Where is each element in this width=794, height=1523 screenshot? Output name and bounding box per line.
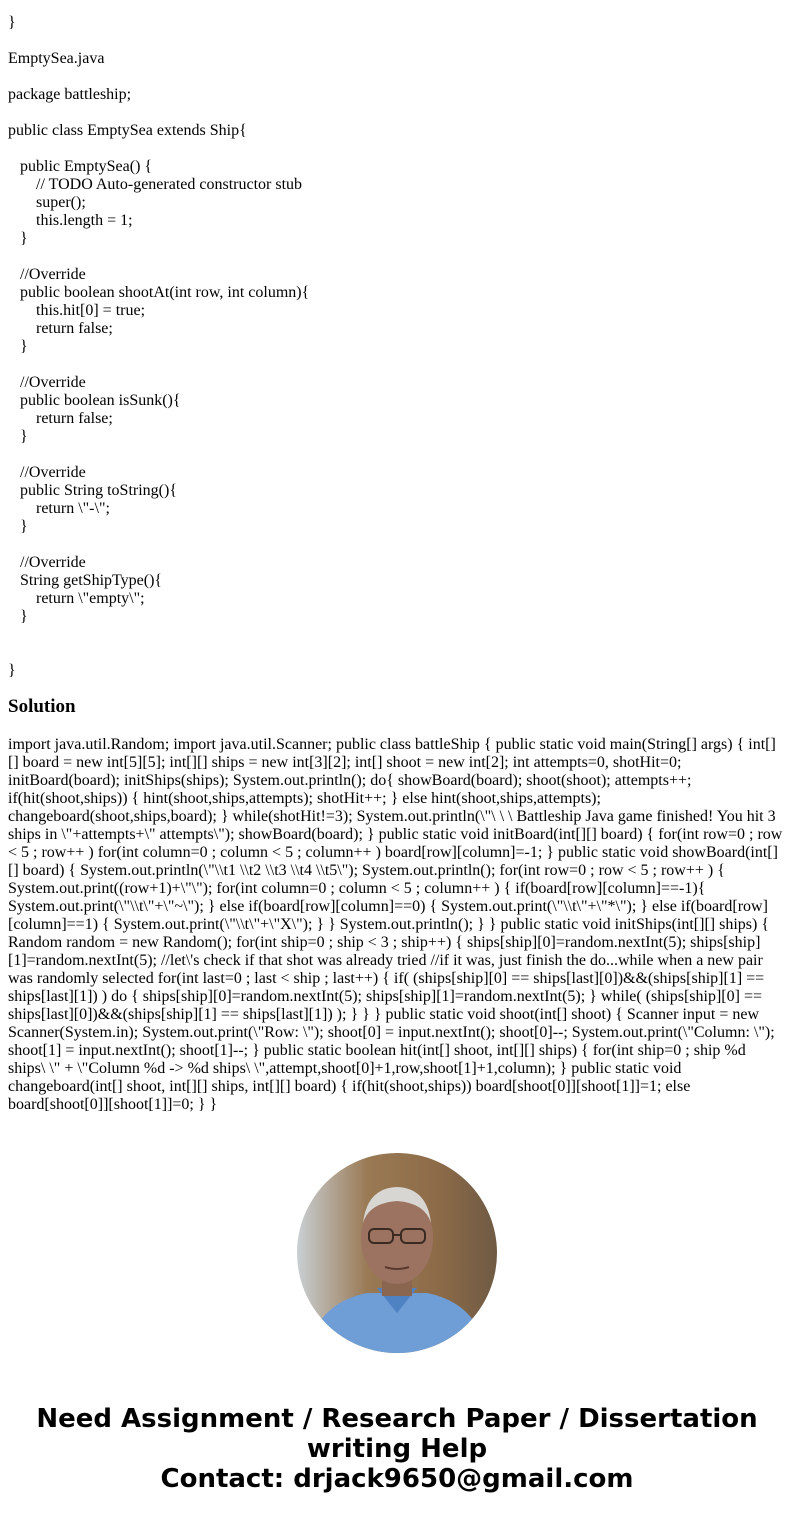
code-line: return \"empty\"; xyxy=(8,590,145,607)
banner-line-2: writing Help xyxy=(306,1434,488,1464)
code-line: } xyxy=(8,662,16,679)
code-line: // TODO Auto-generated constructor stub xyxy=(8,176,303,193)
code-line: } xyxy=(8,230,28,247)
code-line: return false; xyxy=(8,410,113,427)
code-line: return false; xyxy=(8,320,113,337)
contact-email: Contact: drjack9650@gmail.com xyxy=(160,1464,634,1494)
code-line: this.hit[0] = true; xyxy=(8,302,146,319)
code-line xyxy=(8,32,788,50)
code-line: public boolean shootAt(int row, int column){ xyxy=(8,284,310,301)
code-line: //Override xyxy=(8,464,86,481)
code-line: public String toString(){ xyxy=(8,482,178,499)
code-line: } xyxy=(8,338,28,355)
code-line: this.length = 1; xyxy=(8,212,133,229)
code-line: EmptySea.java xyxy=(8,50,105,67)
solution-heading: Solution xyxy=(8,696,76,717)
code-line: //Override xyxy=(8,374,86,391)
contact-banner xyxy=(0,1404,794,1494)
code-line: String getShipType(){ xyxy=(8,572,163,589)
code-line xyxy=(8,356,788,374)
code-line: package battleship; xyxy=(8,86,132,103)
code-line: //Override xyxy=(8,554,86,571)
code-listing xyxy=(8,0,788,680)
code-line xyxy=(8,644,788,662)
code-line xyxy=(8,248,788,266)
code-line xyxy=(8,104,788,122)
code-line: public class EmptySea extends Ship{ xyxy=(8,122,247,139)
code-line xyxy=(8,0,788,14)
code-line: } xyxy=(8,518,28,535)
code-line xyxy=(8,68,788,86)
code-line: public boolean isSunk(){ xyxy=(8,392,181,409)
code-line: public EmptySea() { xyxy=(8,158,153,175)
code-line xyxy=(8,626,788,644)
code-line xyxy=(8,446,788,464)
code-line: return \"-\"; xyxy=(8,500,110,517)
code-line xyxy=(8,536,788,554)
code-line xyxy=(8,140,788,158)
author-photo xyxy=(297,1153,497,1353)
code-line: } xyxy=(8,608,28,625)
code-line: super(); xyxy=(8,194,86,211)
code-line: } xyxy=(8,428,28,445)
banner-line-1: Need Assignment / Research Paper / Dissertation xyxy=(36,1404,758,1434)
solution-body: import java.util.Random; import java.util.Scanner; public class battleShip { public static void main(String[] args) { int[][] board = new int[5][5]; int[][] ships = new int[3][2]; int[] shoot = new int[2]; int attempts=0, shotHit=0; initBoard(board); initShips(ships); System.out.println(); do{ showBoard(board); shoot(shoot); attempts++; if(hit(shoot,ships)) { hint(shoot,ships,attempts); shotHit++; } else hint(shoot,ships,attempts); changeboard(shoot,ships,board); } while(shotHit!=3); System.out.println(\"\ \ \ Battleship Java game finished! You hit 3 ships in \"+attempts+\" attempts\"); showBoard(board); } public static void initBoard(int[][] board) { for(int row=0 ; row < 5 ; row++ ) for(int column=0 ; column < 5 ; column++ ) board[row][column]=-1; } public static void showBoard(int[][] board) { System.out.println(\"\\t1 \\t2 \\t3 \\t4 \\t5\"); System.out.println(); for(int row=0 ; row < 5 ; row++ ) { System.out.print((row+1)+\"\"); for(int column=0 ; column < 5 ; column++ ) { if(board[row][column]==-1){ System.out.print(\"\\t\"+\"~\"); } else if(board[row][column]==0) { System.out.print(\"\\t\"+\"*\"); } else if(board[row][column]==1) { System.out.print(\"\\t\"+\"X\"); } } System.out.println(); } } public static void initShips(int[][] ships) { Random random = new Random(); for(int ship=0 ; ship < 3 ; ship++) { ships[ship][0]=random.nextInt(5); ships[ship][1]=random.nextInt(5); //let\'s check if that shot was already tried //if it was, just finish the do...while when a new pair was randomly selected for(int last=0 ; last < ship ; last++) { if( (ships[ship][0] == ships[last][0])&&(ships[ship][1] == ships[last][1]) ) do { ships[ship][0]=random.nextInt(5); ships[ship][1]=random.nextInt(5); } while( (ships[ship][0] == ships[last][0])&&(ships[ship][1] == ships[last][1]) ); } } } public static void shoot(int[] shoot) { Scanner input = new Scanner(System.in); System.out.print(\"Row: \"); shoot[0] = input.nextInt(); shoot[0]--; System.out.print(\"Column: \"); shoot[1] = input.nextInt(); shoot[1]--; } public static boolean hit(int[] shoot, int[][] ships) { for(int ship=0 ; ship %d ships\ \" + \"Column %d -> %d ships\ \",attempt,shoot[0]+1,row,shoot[1]+1,column); } public static void changeboard(int[] shoot, int[][] ships, int[][] board) { if(hit(shoot,ships)) board[shoot[0]][shoot[1]]=1; else board[shoot[0]][shoot[1]]=0; } } xyxy=(8,736,783,1113)
code-line: //Override xyxy=(8,266,86,283)
code-line: } xyxy=(8,14,16,31)
